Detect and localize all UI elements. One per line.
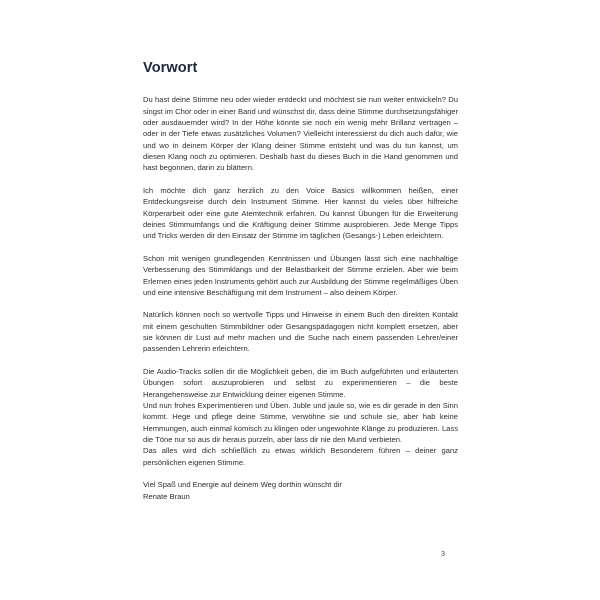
- page-number: 3: [441, 549, 446, 558]
- paragraph-4: Natürlich können noch so wertvolle Tipps und Hinweise in einem Buch den direkten Kontakt mit einem geschulten Stimmbildner oder Gesangspädagogen nicht komplett ersetzen, aber sie können dir Lust auf mehr machen und die Suche nach einem passenden Lehrer/einer passenden Lehrerin erleichtern.: [143, 310, 458, 354]
- paragraph-6: Und nun frohes Experimentieren und Üben. Juble und jaule so, wie es dir gerade in den Sinn kommt. Hege und pflege deine Stimme, verwöhne sie und schule sie, aber hab keine Hemmungen, auch einmal komisch zu klingen oder ungewohnte Klänge zu produzieren. Lass die Töne nur so aus dir heraus purzeln, aber lass dir nie den Mund verbieten.: [143, 401, 458, 445]
- closing-line-wish: Viel Spaß und Energie auf deinem Weg dorthin wünscht dir: [143, 480, 342, 490]
- paragraph-3: Schon mit wenigen grundlegenden Kenntnissen und Übungen lässt sich eine nachhaltige Verbesserung des Stimmklangs und der Belastbarkeit der Stimme erzielen. Aber wie beim Erlernen eines jeden Instruments gehört auch zur Ausbildung der Stimme regelmäßiges Üben und eine intensive Beschäftigung mit dem Instrument – also deinem Körper.: [143, 253, 458, 297]
- paragraph-1: Du hast deine Stimme neu oder wieder entdeckt und möchtest sie nun weiter entwickeln? Du singst im Chor oder in einer Band und wünschst dir, dass deine Stimme durchsetzungsfähiger oder ausdauernder wird? In der Höhe könnte sie noch ein wenig mehr Brillanz vertragen – oder in der Tiefe etwas zusätzliches Volumen? Vielleicht interessierst du dich auch dafür, wie und wo in deinem Körper der Klang deiner Stimme entsteht und was du tun kannst, um diesen Klang noch zu optimieren. Deshalb hast du dieses Buch in die Hand genommen und hast begonnen, darin zu blättern.: [143, 95, 458, 173]
- author-signature: Renate Braun: [143, 491, 190, 501]
- paragraph-5: Die Audio-Tracks sollen dir die Möglichkeit geben, die im Buch aufgeführten und erläuterten Übungen sofort auszuprobieren und selbst zu experimentieren – die beste Herangehensweise zur Entwicklung deiner eigenen Stimme.: [143, 367, 458, 399]
- paragraph-2: Ich möchte dich ganz herzlich zu den Voice Basics willkommen heißen, einer Entdeckungsreise durch dein Instrument Stimme. Hier kannst du vieles über hilfreiche Körperarbeit oder eine gute Atemtechnik erfahren. Du kannst Übungen für die Erweiterung deines Stimmumfangs und die Kräftigung deiner Stimme ausprobieren. Jede Menge Tipps und Tricks werden dir den Einsatz der Stimme im täglichen (Gesangs-) Leben erleichtern.: [143, 185, 458, 241]
- page-content: [143, 60, 458, 502]
- closing-block: [143, 479, 458, 502]
- page-title: Vorwort: [143, 60, 198, 76]
- paragraph-7: Das alles wird dich schließlich zu etwas wirklich Besonderem führen – deiner ganz persönlichen eigenen Stimme.: [143, 446, 458, 467]
